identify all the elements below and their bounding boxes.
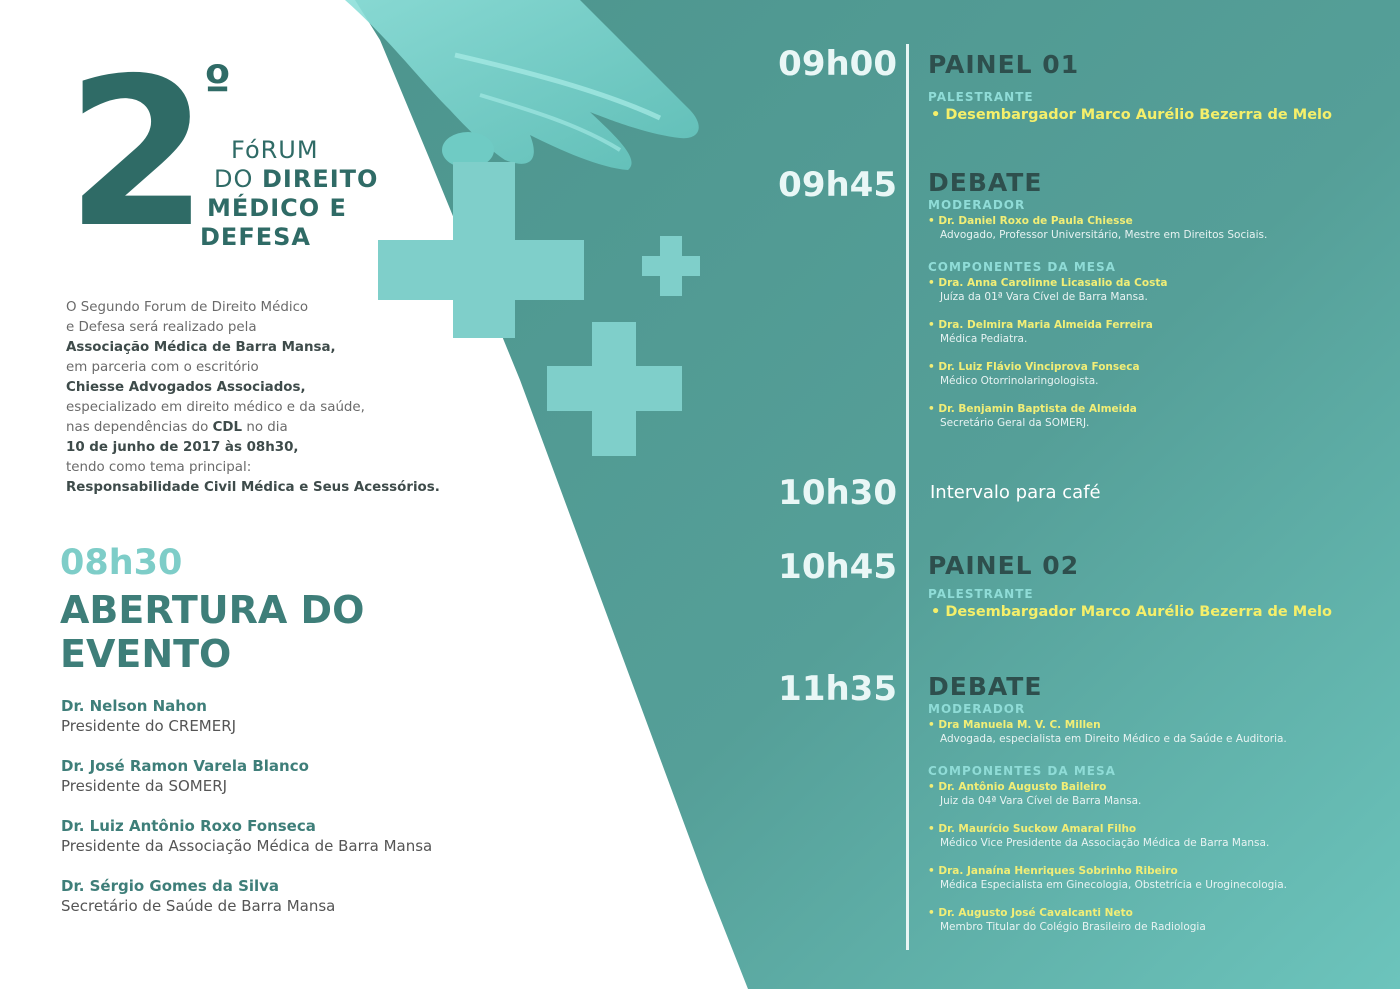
guest-item <box>61 816 501 856</box>
moderador-name: • Dr. Daniel Roxo de Paula Chiesse <box>928 215 1133 227</box>
palestrante-label: PALESTRANTE <box>928 587 1034 601</box>
palestrante-name: • Desembargador Marco Aurélio Bezerra de Melo <box>931 604 1332 620</box>
guest-item <box>61 696 501 736</box>
member-name: • Dr. Luiz Flávio Vinciprova Fonseca <box>928 361 1140 373</box>
guest-name: Dr. Sérgio Gomes da Silva <box>61 877 280 895</box>
componentes-label: COMPONENTES DA MESA <box>928 260 1116 274</box>
time-0945: 09h45 <box>778 165 897 205</box>
intro-venue-cdl: CDL <box>212 420 243 435</box>
session-title-painel-02: PAINEL 02 <box>928 551 1080 580</box>
opening-title-line1: ABERTURA DO <box>60 588 365 632</box>
member-name: • Dr. Augusto José Cavalcanti Neto <box>928 907 1133 919</box>
intro-line-venue <box>66 418 486 438</box>
moderador-role: Advogado, Professor Universitário, Mestre em Direitos Sociais. <box>940 229 1268 241</box>
member-role: Médico Otorrinolaringologista. <box>940 375 1099 387</box>
guest-role: Secretário de Saúde de Barra Mansa <box>61 897 336 915</box>
guest-name: Dr. José Ramon Varela Blanco <box>61 757 309 775</box>
member-role: Médica Pediatra. <box>940 333 1028 345</box>
time-1030: 10h30 <box>778 473 897 513</box>
forum-ordinal: º <box>204 56 232 112</box>
moderador-role: Advogada, especialista em Direito Médico e da Saúde e Auditoria. <box>940 733 1287 745</box>
member-name: • Dra. Janaína Henriques Sobrinho Ribeiro <box>928 865 1178 877</box>
member-name: • Dr. Maurício Suckow Amaral Filho <box>928 823 1137 835</box>
intro-line-law-firm: Chiesse Advogados Associados, <box>66 380 306 395</box>
intro-line: O Segundo Forum de Direito Médico <box>66 300 309 315</box>
intro-line: em parceria com o escritório <box>66 360 259 375</box>
guest-role: Presidente da SOMERJ <box>61 777 228 795</box>
session-title-debate-1: DEBATE <box>928 168 1043 197</box>
member-name: • Dr. Benjamin Baptista de Almeida <box>928 403 1137 415</box>
time-1045: 10h45 <box>778 547 897 587</box>
intro-line: tendo como tema principal: <box>66 460 252 475</box>
session-title-debate-2: DEBATE <box>928 672 1043 701</box>
palestrante-label: PALESTRANTE <box>928 90 1034 104</box>
member-role: Médico Vice Presidente da Associação Médica de Barra Mansa. <box>940 837 1270 849</box>
guest-item <box>61 756 501 796</box>
title-line-direito <box>214 165 378 194</box>
title-line-forum: FóRUM <box>231 136 319 164</box>
session-title-painel-01: PAINEL 01 <box>928 50 1080 79</box>
member-role: Membro Titular do Colégio Brasileiro de Radiologia <box>940 921 1206 933</box>
intro-paragraph <box>66 298 486 498</box>
intro-line: especializado em direito médico e da saúde, <box>66 400 365 415</box>
intro-venue-prefix: nas dependências do <box>66 420 213 435</box>
intro-venue-suffix: no dia <box>242 420 288 435</box>
opening-title-line2: EVENTO <box>60 632 232 676</box>
title-line-medico: MÉDICO E <box>207 194 347 222</box>
opening-title <box>60 588 460 676</box>
title-direito: DIREITO <box>262 165 379 193</box>
title-do: DO <box>214 165 262 193</box>
member-name: • Dr. Antônio Augusto Baileiro <box>928 781 1107 793</box>
member-role: Médica Especialista em Ginecologia, Obstetrícia e Uroginecologia. <box>940 879 1287 891</box>
intro-line-date: 10 de junho de 2017 às 08h30, <box>66 440 299 455</box>
forum-number: 2 <box>66 35 203 273</box>
member-role: Juíza da 01ª Vara Cível de Barra Mansa. <box>940 291 1148 303</box>
member-name: • Dra. Anna Carolinne Licasalio da Costa <box>928 277 1168 289</box>
member-role: Juiz da 04ª Vara Cível de Barra Mansa. <box>940 795 1142 807</box>
coffee-break-text: Intervalo para café <box>930 482 1101 503</box>
moderador-name: • Dra Manuela M. V. C. Millen <box>928 719 1101 731</box>
time-1135: 11h35 <box>778 669 897 709</box>
guest-item <box>61 876 501 916</box>
time-0900: 09h00 <box>778 44 897 84</box>
member-name: • Dra. Delmira Maria Almeida Ferreira <box>928 319 1153 331</box>
guest-name: Dr. Luiz Antônio Roxo Fonseca <box>61 817 316 835</box>
opening-time: 08h30 <box>60 543 183 583</box>
timeline-divider <box>906 44 909 950</box>
title-line-defesa: DEFESA <box>200 223 311 251</box>
guest-role: Presidente da Associação Médica de Barra Mansa <box>61 837 433 855</box>
moderador-label: MODERADOR <box>928 198 1026 212</box>
intro-line-theme: Responsabilidade Civil Médica e Seus Acessórios. <box>66 480 440 495</box>
intro-line-association: Associação Médica de Barra Mansa, <box>66 340 336 355</box>
palestrante-name: • Desembargador Marco Aurélio Bezerra de Melo <box>931 107 1332 123</box>
componentes-label: COMPONENTES DA MESA <box>928 764 1116 778</box>
guest-name: Dr. Nelson Nahon <box>61 697 207 715</box>
intro-line: e Defesa será realizado pela <box>66 320 257 335</box>
member-role: Secretário Geral da SOMERJ. <box>940 417 1090 429</box>
moderador-label: MODERADOR <box>928 702 1026 716</box>
guest-role: Presidente do CREMERJ <box>61 717 237 735</box>
